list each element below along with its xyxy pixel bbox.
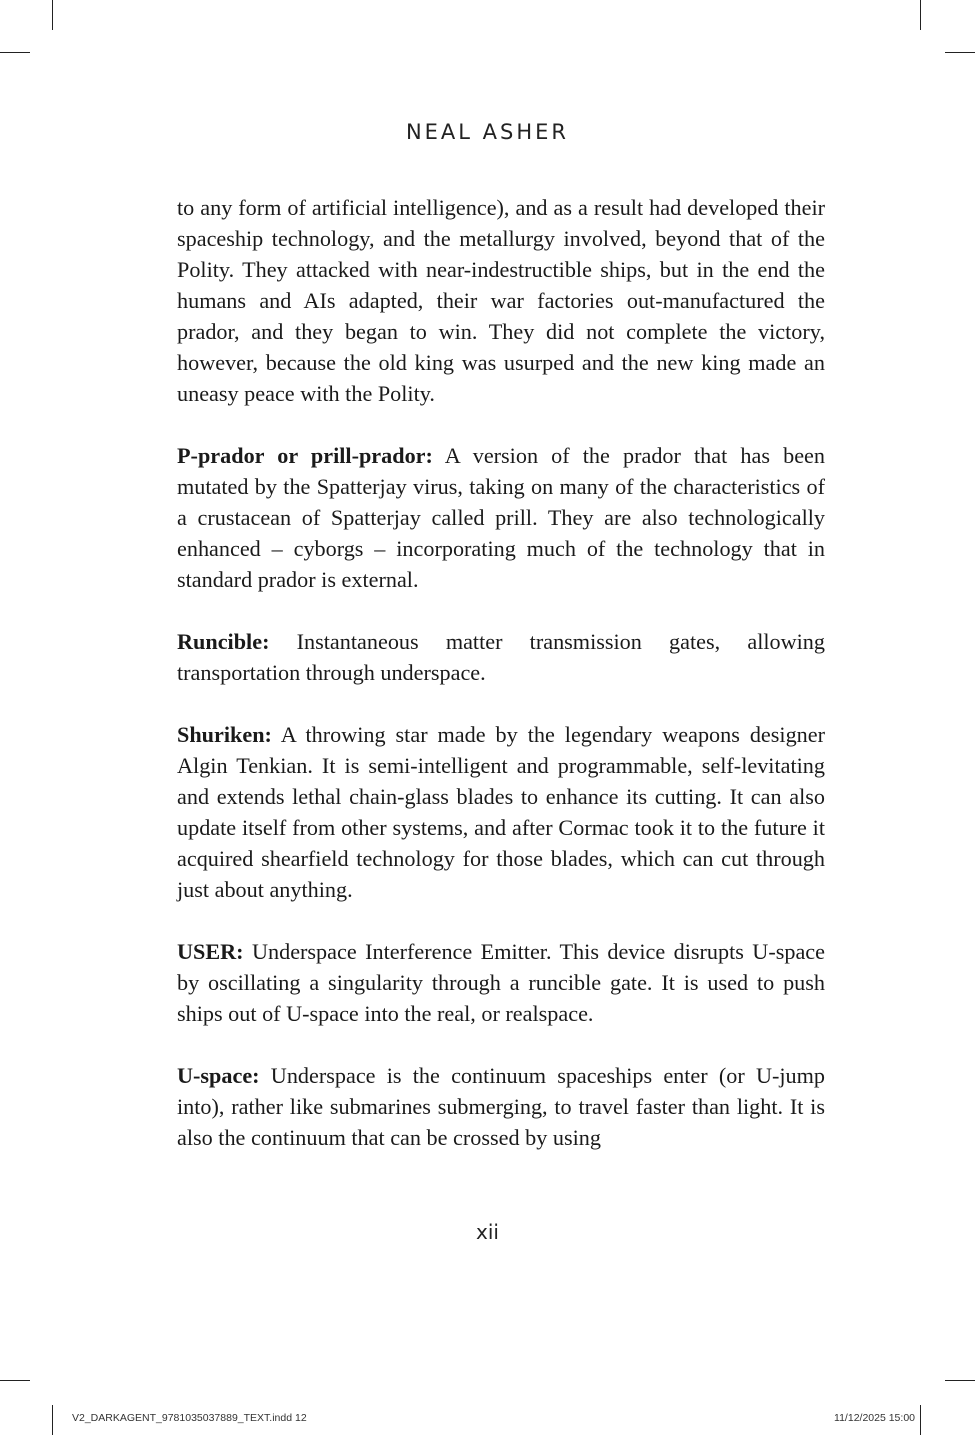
slug-filename: V2_DARKAGENT_9781035037889_TEXT.indd 12	[72, 1412, 307, 1424]
paragraph-text: to any form of artificial intelligence), and as a result had developed their spaceship technology, and the metallurgy involved, beyond that of the Polity. They attacked with near-indestructible ships, but in the end the humans and AIs adapted, their war factories out-manufactured the prador, and they began to win. They did not complete the victory, however, because the old king was usurped and the new king made an uneasy peace with the Polity.	[177, 195, 825, 406]
glossary-entry	[177, 719, 825, 905]
glossary-term: Runcible:	[177, 629, 270, 654]
glossary-entry	[177, 1060, 825, 1153]
glossary-definition: Underspace is the continuum spaceships enter (or U-jump into), rather like submarines submerging, to travel faster than light. It is also the continuum that can be crossed by using	[177, 1063, 825, 1150]
glossary-term: U-space:	[177, 1063, 260, 1088]
glossary-term: USER:	[177, 939, 244, 964]
crop-mark-top-right	[920, 0, 921, 30]
glossary-definition: Instantaneous matter transmission gates, allowing transportation through underspace.	[177, 629, 825, 685]
body-text	[177, 192, 825, 1153]
crop-mark-bottom-left-h	[0, 1380, 30, 1381]
glossary-entry	[177, 936, 825, 1029]
crop-mark-top-left	[52, 0, 53, 30]
glossary-definition: A version of the prador that has been mutated by the Spatterjay virus, taking on many of the characteristics of a crustacean of Spatterjay called prill. They are also technologically enhanced – cyborgs – incorporating much of the technology that in standard prador is external.	[177, 443, 825, 592]
page-number: xii	[476, 1220, 499, 1244]
crop-mark-bottom-right-h	[945, 1380, 975, 1381]
glossary-term: Shuriken:	[177, 722, 272, 747]
running-head: NEAL ASHER	[405, 120, 570, 144]
glossary-entry	[177, 440, 825, 595]
glossary-entry	[177, 626, 825, 688]
glossary-definition: A throwing star made by the legendary weapons designer Algin Tenkian. It is semi-intelligent and programmable, self-levitating and extends lethal chain-glass blades to enhance its cutting. It can also update itself from other systems, and after Cormac took it to the future it acquired shearfield technology for those blades, which can cut through just about anything.	[177, 722, 825, 902]
glossary-term: P-prador or prill-prador:	[177, 443, 433, 468]
crop-mark-bottom-right	[920, 1405, 921, 1435]
crop-mark-top-left-h	[0, 52, 30, 53]
slug-datetime: 11/12/2025 15:00	[834, 1412, 915, 1424]
crop-mark-bottom-left	[52, 1405, 53, 1435]
glossary-definition: Underspace Interference Emitter. This device disrupts U-space by oscillating a singularity through a runcible gate. It is used to push ships out of U-space into the real, or realspace.	[177, 939, 825, 1026]
crop-mark-top-right-h	[945, 52, 975, 53]
paragraph	[177, 192, 825, 409]
